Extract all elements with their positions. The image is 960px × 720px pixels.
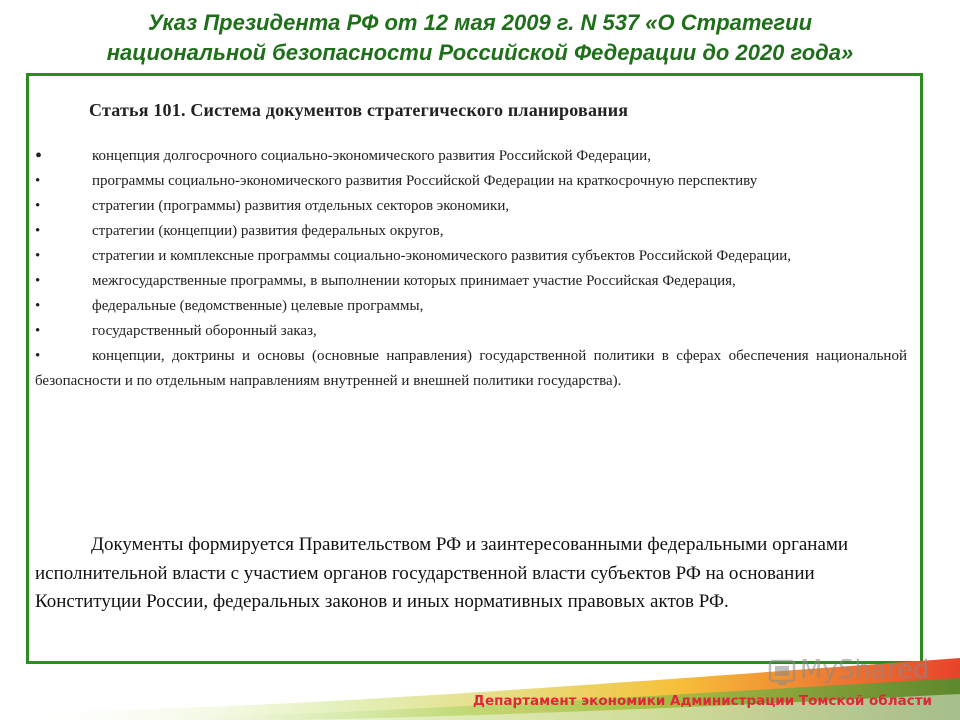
article-heading: Статья 101. Система документов стратегического планирования — [89, 100, 629, 120]
list-item-text: концепция долгосрочного социально-экономического развития Российской Федерации, — [92, 148, 651, 164]
list-item — [35, 344, 907, 394]
bullet-dot-icon: • — [35, 145, 43, 167]
bullet-dot-icon: • — [35, 223, 41, 239]
bullet-dot-icon: • — [35, 323, 41, 339]
bullet-dot-icon: • — [35, 248, 41, 264]
bullet-dot-icon: • — [35, 173, 41, 189]
list-item — [35, 319, 907, 344]
list-item-text: стратегии (концепции) развития федеральных округов, — [92, 223, 444, 239]
list-item — [35, 269, 907, 294]
list-item — [35, 244, 907, 269]
list-item-text: стратегии (программы) развития отдельных секторов экономики, — [92, 198, 510, 214]
page-title-line-1: Указ Президента РФ от 12 мая 2009 г. N 537 «О Стратегии — [147, 10, 813, 35]
watermark-logo-icon — [768, 657, 796, 687]
list-item — [35, 294, 907, 319]
list-item — [35, 169, 907, 194]
content-box — [26, 73, 923, 664]
page-title — [20, 8, 940, 68]
list-item-text: концепции, доктрины и основы (основные направления) государственной политики в сферах обеспечения национальной безопасности и по отдельным направлениям внутренней и внешней политики государства). — [35, 348, 907, 389]
list-item-text: государственный оборонный заказ, — [92, 323, 317, 339]
bullet-dot-icon: • — [35, 273, 41, 289]
list-item — [35, 219, 907, 244]
watermark-text: MyShared — [800, 655, 930, 685]
list-item-text: программы социально-экономического развития Российской Федерации на краткосрочную перспективу — [92, 173, 758, 189]
bullet-dot-icon: • — [35, 348, 41, 364]
page-title-line-2: национальной безопасности Российской Федерации до 2020 года» — [106, 40, 854, 65]
bullet-dot-icon: • — [35, 298, 41, 314]
document-list — [35, 144, 907, 394]
watermark — [768, 655, 928, 689]
list-item — [35, 194, 907, 219]
list-item-text: федеральные (ведомственные) целевые программы, — [92, 298, 424, 314]
list-item-text: межгосударственные программы, в выполнении которых принимает участие Российская Федерация, — [92, 273, 736, 289]
footer-department: Департамент экономики Администрации Томской области — [472, 693, 932, 709]
closing-paragraph: Документы формируется Правительством РФ и заинтересованными федеральными органами исполнительной власти с участием органов государственной власти субъектов РФ на основании Конституции России, федеральных законов и иных нормативных правовых актов РФ. — [35, 534, 849, 612]
bullet-dot-icon: • — [35, 198, 41, 214]
list-item — [35, 144, 907, 169]
list-item-text: стратегии и комплексные программы социально-экономического развития субъектов Российской Федерации, — [92, 248, 792, 264]
